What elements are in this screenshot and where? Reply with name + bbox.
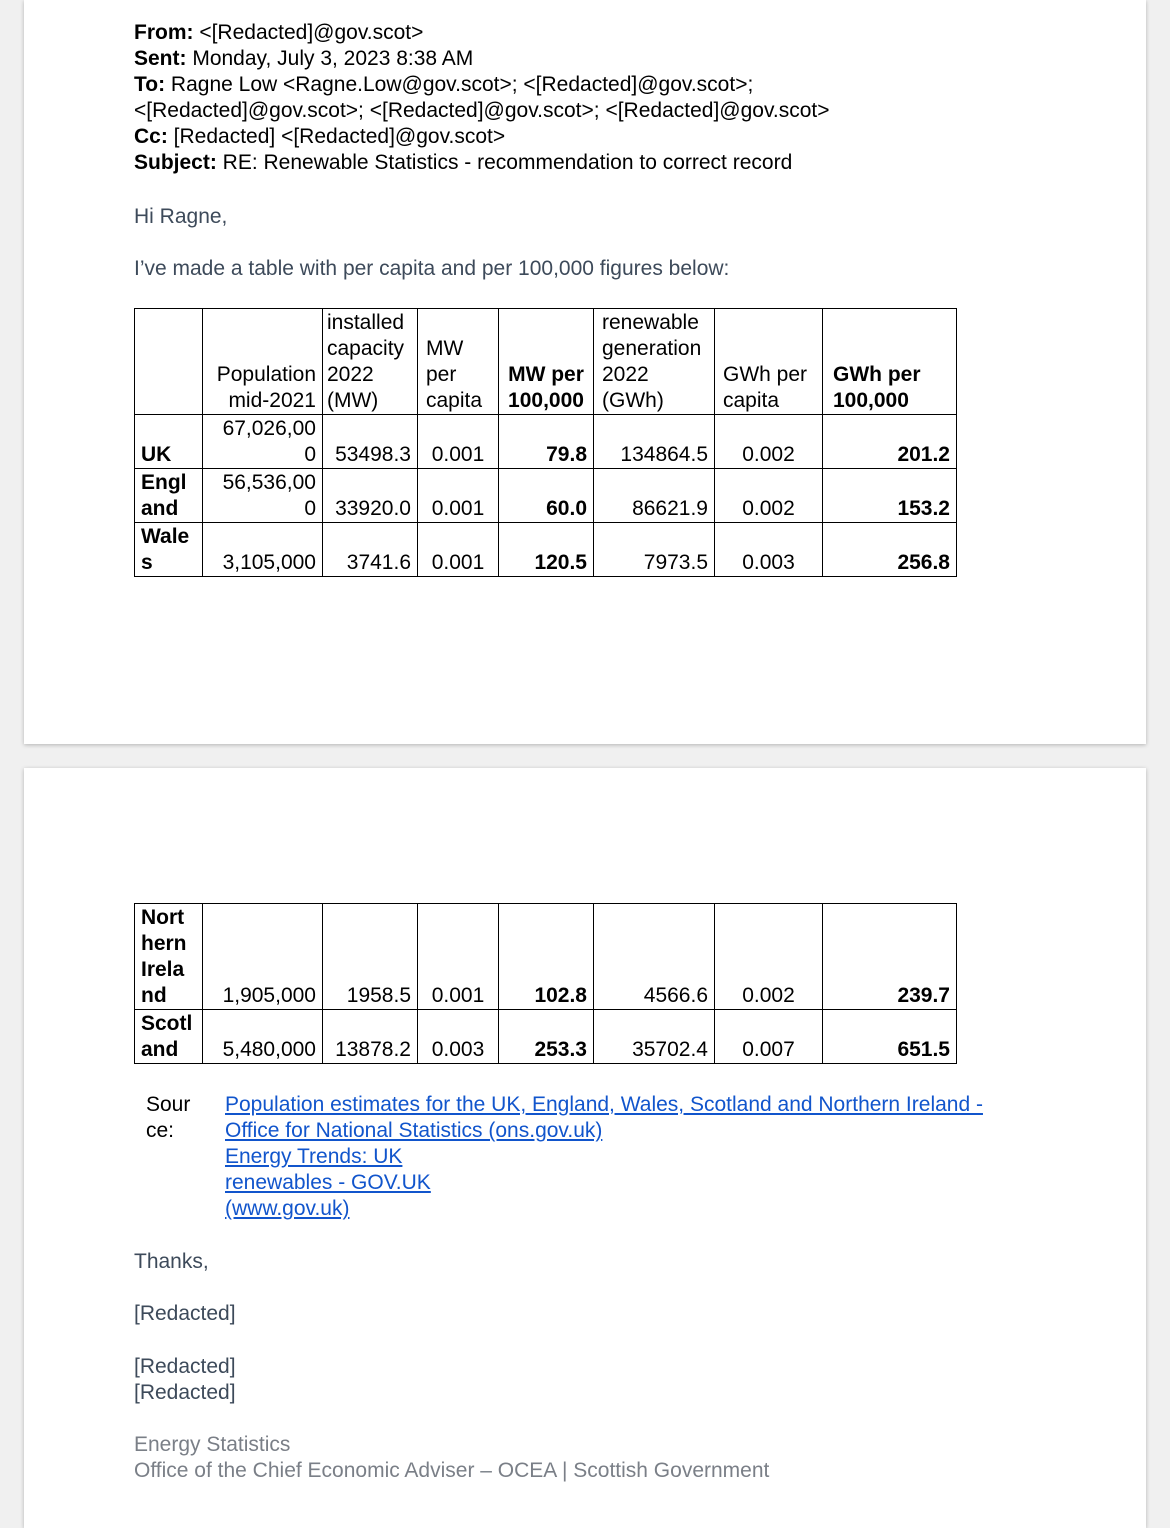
mw-per-capita-cell: 0.001 xyxy=(418,415,499,469)
gwh-per-capita-cell: 0.002 xyxy=(715,415,823,469)
header-mw-per-100k: MW per 100,000 xyxy=(499,309,594,415)
header-population: Population mid-2021 xyxy=(203,309,323,415)
installed-cell: 53498.3 xyxy=(323,415,418,469)
gwh-per-100k-cell: 239.7 xyxy=(823,904,957,1010)
gwh-per-capita-cell: 0.003 xyxy=(715,523,823,577)
region-cell: Nort hern Irela nd xyxy=(135,904,203,1010)
region-cell: Wale s xyxy=(135,523,203,577)
gwh-per-100k-cell: 201.2 xyxy=(823,415,957,469)
gwh-per-capita-cell: 0.002 xyxy=(715,904,823,1010)
mw-per-100k-cell: 120.5 xyxy=(499,523,594,577)
cc-line: Cc: [Redacted] <[Redacted]@gov.scot> xyxy=(134,125,506,148)
population-cell: 56,536,00 0 xyxy=(203,469,323,523)
population-cell: 1,905,000 xyxy=(203,904,323,1010)
mw-per-capita-cell: 0.001 xyxy=(418,523,499,577)
ons-population-link[interactable]: Population estimates for the UK, England, Wales, Scotland and Northern Ireland - Office for National Statistics (ons.gov.uk) xyxy=(225,1093,983,1142)
generation-cell: 7973.5 xyxy=(594,523,715,577)
generation-cell: 134864.5 xyxy=(594,415,715,469)
mw-per-100k-cell: 102.8 xyxy=(499,904,594,1010)
generation-cell: 35702.4 xyxy=(594,1010,715,1064)
renewables-table-part-2 xyxy=(134,903,957,1064)
table-row-northern-ireland xyxy=(135,904,957,1010)
mw-per-100k-cell: 253.3 xyxy=(499,1010,594,1064)
greeting: Hi Ragne, xyxy=(134,205,228,228)
population-cell: 3,105,000 xyxy=(203,523,323,577)
gwh-per-capita-cell: 0.007 xyxy=(715,1010,823,1064)
header-mw-per-capita: MW per capita xyxy=(418,309,499,415)
table-row-england xyxy=(135,469,957,523)
mw-per-capita-cell: 0.001 xyxy=(418,904,499,1010)
gwh-per-100k-cell: 256.8 xyxy=(823,523,957,577)
region-cell: Scotl and xyxy=(135,1010,203,1064)
source-label: Sour ce: xyxy=(146,1093,191,1142)
signature-block: [Redacted] [Redacted] xyxy=(134,1355,236,1404)
thanks-text: Thanks, xyxy=(134,1250,209,1273)
generation-cell: 86621.9 xyxy=(594,469,715,523)
mw-per-100k-cell: 60.0 xyxy=(499,469,594,523)
signature-footer: Energy Statistics Office of the Chief Economic Adviser – OCEA | Scottish Government xyxy=(134,1433,770,1482)
subject-line: Subject: RE: Renewable Statistics - recommendation to correct record xyxy=(134,151,793,174)
installed-cell: 13878.2 xyxy=(323,1010,418,1064)
header-renewable-generation: renewable generation 2022 (GWh) xyxy=(594,309,715,415)
mw-per-capita-cell: 0.001 xyxy=(418,469,499,523)
table-row-uk xyxy=(135,415,957,469)
gwh-per-capita-cell: 0.002 xyxy=(715,469,823,523)
energy-trends-link[interactable]: Energy Trends: UK renewables - GOV.UK (www.gov.uk) xyxy=(225,1145,431,1220)
installed-cell: 1958.5 xyxy=(323,904,418,1010)
installed-cell: 33920.0 xyxy=(323,469,418,523)
intro-text: I’ve made a table with per capita and per 100,000 figures below: xyxy=(134,257,730,280)
header-gwh-per-100k: GWh per 100,000 xyxy=(823,309,957,415)
mw-per-100k-cell: 79.8 xyxy=(499,415,594,469)
email-header xyxy=(134,20,830,176)
header-installed-capacity: installed capacity 2022 (MW) xyxy=(323,309,418,415)
generation-cell: 4566.6 xyxy=(594,904,715,1010)
installed-cell: 3741.6 xyxy=(323,523,418,577)
source-links xyxy=(225,1092,1075,1222)
header-blank xyxy=(135,309,203,415)
table-row-wales xyxy=(135,523,957,577)
renewables-table-part-1 xyxy=(134,308,957,577)
mw-per-capita-cell: 0.003 xyxy=(418,1010,499,1064)
gwh-per-100k-cell: 153.2 xyxy=(823,469,957,523)
population-cell: 5,480,000 xyxy=(203,1010,323,1064)
table-header-row xyxy=(135,309,957,415)
population-cell: 67,026,00 0 xyxy=(203,415,323,469)
sent-line: Sent: Monday, July 3, 2023 8:38 AM xyxy=(134,47,474,70)
signature-name: [Redacted] xyxy=(134,1302,236,1325)
table-row-scotland xyxy=(135,1010,957,1064)
to-line: To: Ragne Low <Ragne.Low@gov.scot>; <[Redacted]@gov.scot>; xyxy=(134,73,754,96)
region-cell: UK xyxy=(135,415,203,469)
header-gwh-per-capita: GWh per capita xyxy=(715,309,823,415)
to-line-2: <[Redacted]@gov.scot>; <[Redacted]@gov.scot>; <[Redacted]@gov.scot> xyxy=(134,99,830,122)
gwh-per-100k-cell: 651.5 xyxy=(823,1010,957,1064)
from-line: From: <[Redacted]@gov.scot> xyxy=(134,21,424,44)
region-cell: Engl and xyxy=(135,469,203,523)
